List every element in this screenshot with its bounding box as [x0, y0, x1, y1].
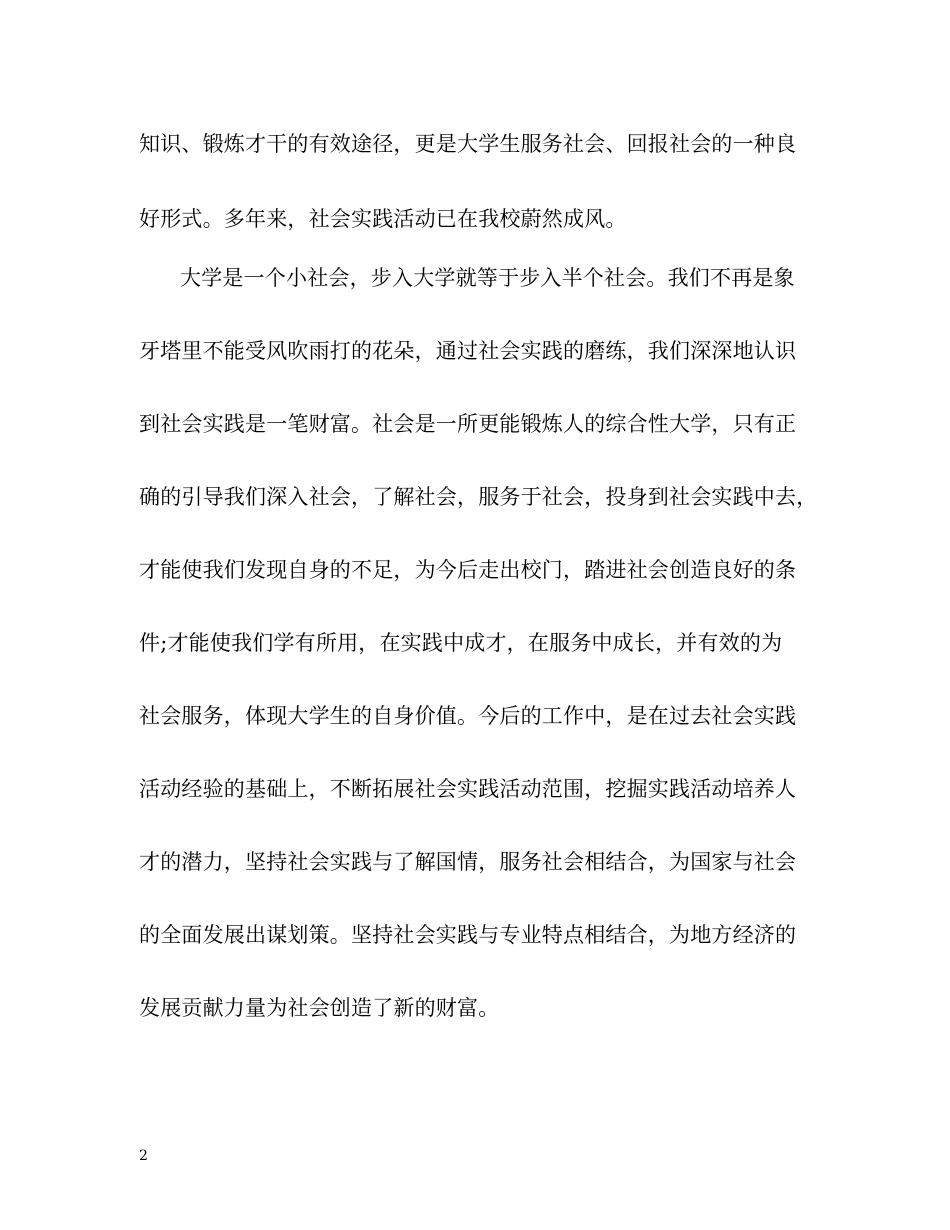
text-line: 发展贡献力量为社会创造了新的财富。 — [139, 996, 500, 1020]
page-number: 2 — [139, 1148, 148, 1164]
text-line: 确的引导我们深入社会，了解社会，服务于社会，投身到社会实践中去， — [139, 485, 818, 509]
text-line: 才的潜力，坚持社会实践与了解国情，服务社会相结合，为国家与社会 — [139, 850, 797, 874]
text-line: 的全面发展出谋划策。坚持社会实践与专业特点相结合，为地方经济的 — [139, 923, 797, 947]
text-line: 才能使我们发现自身的不足，为今后走出校门，踏进社会创造良好的条 — [139, 558, 797, 582]
text-line: 到社会实践是一笔财富。社会是一所更能锻炼人的综合性大学，只有正 — [139, 412, 797, 436]
text-line: 好形式。多年来，社会实践活动已在我校蔚然成风。 — [139, 207, 627, 231]
text-line: 活动经验的基础上，不断拓展社会实践活动范围，挖掘实践活动培养人 — [139, 777, 797, 801]
text-line: 知识、锻炼才干的有效途径，更是大学生服务社会、回报社会的一种良 — [139, 132, 797, 156]
text-line: 件;才能使我们学有所用，在实践中成才，在服务中成长，并有效的为 — [139, 631, 783, 655]
paragraph-first-line: 大学是一个小社会，步入大学就等于步入半个社会。我们不再是象 — [180, 266, 795, 290]
text-line: 牙塔里不能受风吹雨打的花朵，通过社会实践的磨练，我们深深地认识 — [139, 339, 797, 363]
text-line: 社会服务，体现大学生的自身价值。今后的工作中，是在过去社会实践 — [139, 704, 797, 728]
